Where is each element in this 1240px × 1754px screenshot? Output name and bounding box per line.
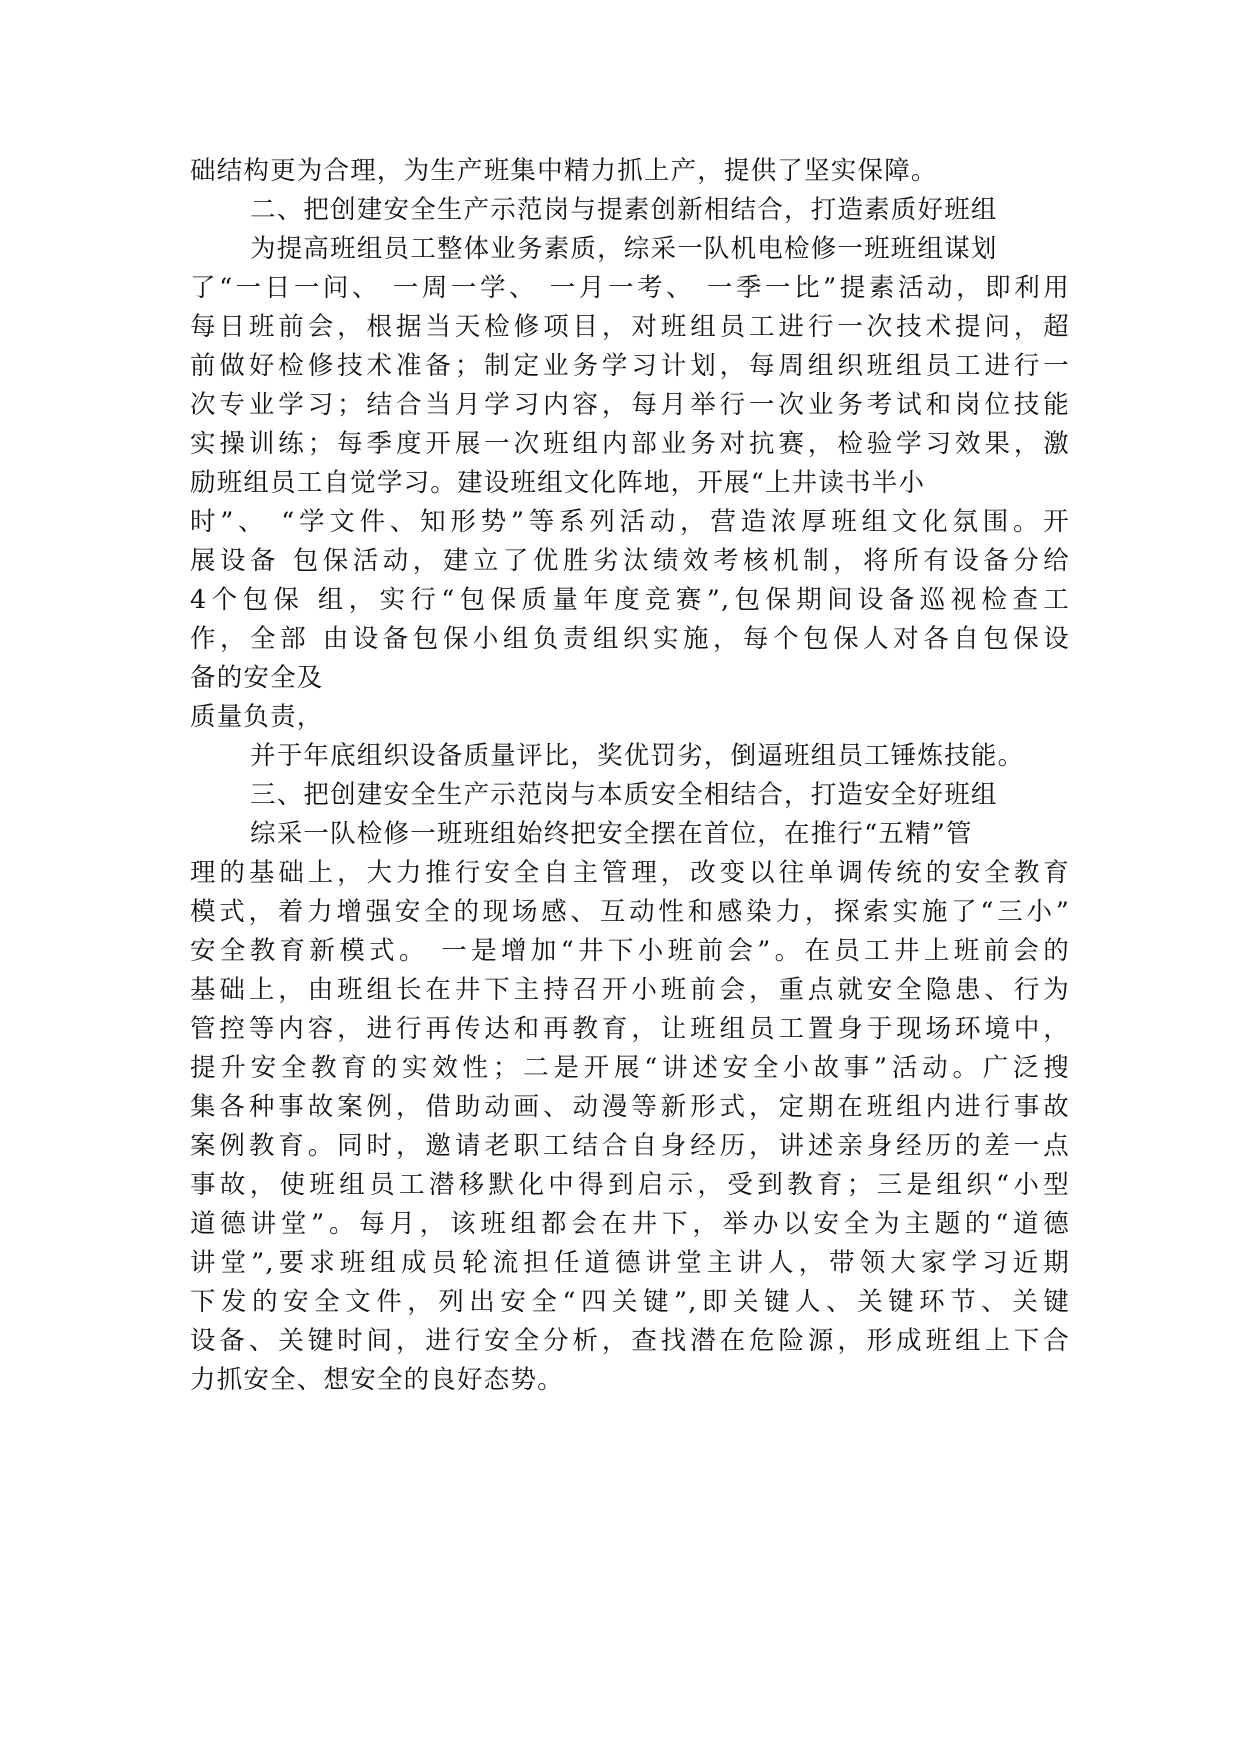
text-line: 基础上，由班组长在井下主持召开小班前会，重点就安全隐患、行为 [190, 975, 1070, 1005]
text-line: 道德讲堂”。每月，该班组都会在井下，举办以安全为主题的“道德 [190, 1209, 1070, 1239]
text-line: 时”、 “学文件、知形势”等系列活动，营造浓厚班组文化氛围。开 [190, 507, 1070, 537]
text-line: 三、把创建安全生产示范岗与本质安全相结合，打造安全好班组 [250, 780, 998, 810]
text-line: 模式，着力增强安全的现场感、互动性和感染力，探索实施了“三小” [190, 897, 1070, 927]
text-line: 力抓安全、想安全的良好态势。 [190, 1365, 564, 1395]
text-line: 集各种事故案例，借助动画、动漫等新形式，定期在班组内进行事故 [190, 1092, 1070, 1122]
text-line: 4个包保 组，实行“包保质量年度竞赛”,包保期间设备巡视检查工 [190, 585, 1070, 615]
text-line: 设备、关键时间，进行安全分析，查找潜在危险源，形成班组上下合 [190, 1326, 1070, 1356]
text-line: 每日班前会，根据当天检修项目，对班组员工进行一次技术提问，超 [190, 312, 1070, 342]
text-line: 综采一队检修一班班组始终把安全摆在首位，在推行“五精”管 [250, 819, 973, 849]
text-line: 并于年底组织设备质量评比，奖优罚劣，倒逼班组员工锤炼技能。 [250, 741, 1025, 771]
text-line: 二、把创建安全生产示范岗与提素创新相结合，打造素质好班组 [250, 195, 998, 225]
text-line: 前做好检修技术准备；制定业务学习计划，每周组织班组员工进行一 [190, 351, 1070, 381]
text-line: 础结构更为合理，为生产班集中精力抓上产，提供了坚实保障。 [190, 156, 938, 186]
text-line: 案例教育。同时，邀请老职工结合自身经历，讲述亲身经历的差一点 [190, 1131, 1070, 1161]
text-line: 实操训练；每季度开展一次班组内部业务对抗赛，检验学习效果，激 [190, 429, 1070, 459]
text-line: 为提高班组员工整体业务素质，综采一队机电检修一班班组谋划 [250, 234, 998, 264]
text-line: 励班组员工自觉学习。建设班组文化阵地，开展“上井读书半小 [190, 468, 926, 498]
text-line: 提升安全教育的实效性；二是开展“讲述安全小故事”活动。广泛搜 [190, 1053, 1070, 1083]
text-line: 了“一日一问、 一周一学、 一月一考、 一季一比”提素活动，即利用 [190, 273, 1070, 303]
document-page [190, 152, 1070, 1400]
text-line: 下发的安全文件，列出安全“四关键”,即关键人、关键环节、关键 [190, 1287, 1070, 1317]
text-line: 次专业学习；结合当月学习内容，每月举行一次业务考试和岗位技能 [190, 390, 1070, 420]
text-line: 讲堂”,要求班组成员轮流担任道德讲堂主讲人，带领大家学习近期 [190, 1248, 1070, 1278]
text-line: 展设备 包保活动，建立了优胜劣汰绩效考核机制，将所有设备分给 [190, 546, 1070, 576]
text-line: 质量负责， [190, 702, 324, 732]
text-line: 安全教育新模式。 一是增加“井下小班前会”。在员工井上班前会的 [190, 936, 1070, 966]
text-line: 管控等内容，进行再传达和再教育，让班组员工置身于现场环境中， [190, 1014, 1070, 1044]
text-line: 备的安全及 [190, 663, 324, 693]
text-line: 事故，使班组员工潜移默化中得到启示，受到教育；三是组织“小型 [190, 1170, 1070, 1200]
text-line: 作，全部 由设备包保小组负责组织实施，每个包保人对各自包保设 [190, 624, 1070, 654]
text-line: 理的基础上，大力推行安全自主管理，改变以往单调传统的安全教育 [190, 858, 1070, 888]
